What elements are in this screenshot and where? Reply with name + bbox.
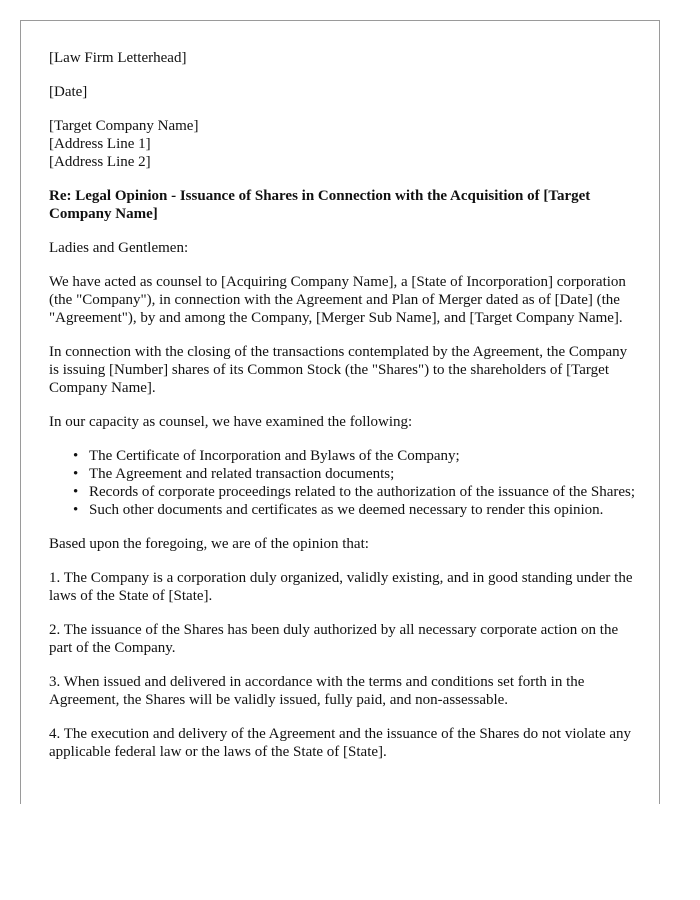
list-item-text: The Certificate of Incorporation and Bylaws of the Company; bbox=[89, 448, 460, 464]
bullet-icon: • bbox=[73, 484, 79, 500]
opinion-item-3: 3. When issued and delivered in accordance with the terms and conditions set forth in the Agreement, the Shares will be validly issued, fully paid, and non-assessable. bbox=[49, 674, 585, 708]
list-item bbox=[73, 483, 639, 501]
letter-date: [Date] bbox=[49, 84, 88, 100]
subject-line: Re: Legal Opinion - Issuance of Shares in Connection with the Acquisition of [Target Company Name] bbox=[49, 188, 591, 222]
list-item bbox=[73, 501, 639, 519]
examined-intro-paragraph: In our capacity as counsel, we have examined the following: bbox=[49, 414, 413, 430]
list-item-text: Records of corporate proceedings related to the authorization of the issuance of the Shares; bbox=[89, 484, 636, 500]
recipient-address-line-2: [Address Line 2] bbox=[49, 154, 151, 170]
list-item-text: Such other documents and certificates as we deemed necessary to render this opinion. bbox=[89, 502, 604, 518]
salutation: Ladies and Gentlemen: bbox=[49, 240, 189, 256]
opinion-intro-paragraph: Based upon the foregoing, we are of the opinion that: bbox=[49, 536, 369, 552]
bullet-icon: • bbox=[73, 502, 79, 518]
examined-documents-list bbox=[49, 447, 639, 519]
list-item bbox=[73, 465, 639, 483]
opinion-item-4: 4. The execution and delivery of the Agreement and the issuance of the Shares do not violate any applicable federal law or the laws of the State of [State]. bbox=[49, 726, 632, 760]
bullet-icon: • bbox=[73, 466, 79, 482]
recipient-address-line-1: [Address Line 1] bbox=[49, 136, 151, 152]
list-item-text: The Agreement and related transaction documents; bbox=[89, 466, 395, 482]
list-item bbox=[73, 447, 639, 465]
letter-body bbox=[49, 49, 639, 777]
letterhead: [Law Firm Letterhead] bbox=[49, 50, 187, 66]
recipient-address bbox=[49, 117, 639, 171]
recipient-name: [Target Company Name] bbox=[49, 118, 199, 134]
opinion-item-1: 1. The Company is a corporation duly organized, validly existing, and in good standing under the laws of the State of [State]. bbox=[49, 570, 633, 604]
intro-paragraph: We have acted as counsel to [Acquiring Company Name], a [State of Incorporation] corporation (the "Company"), in connection with the Agreement and Plan of Merger dated as of [Date] (the "Agreement"), by and among the Company, [Merger Sub Name], and [Target Company Name]. bbox=[49, 274, 626, 326]
letter-page bbox=[20, 20, 660, 804]
bullet-icon: • bbox=[73, 448, 79, 464]
closing-context-paragraph: In connection with the closing of the transactions contemplated by the Agreement, the Company is issuing [Number] shares of its Common Stock (the "Shares") to the shareholders of [Target Company Name]. bbox=[49, 344, 628, 396]
opinion-item-2: 2. The issuance of the Shares has been duly authorized by all necessary corporate action on the part of the Company. bbox=[49, 622, 619, 656]
